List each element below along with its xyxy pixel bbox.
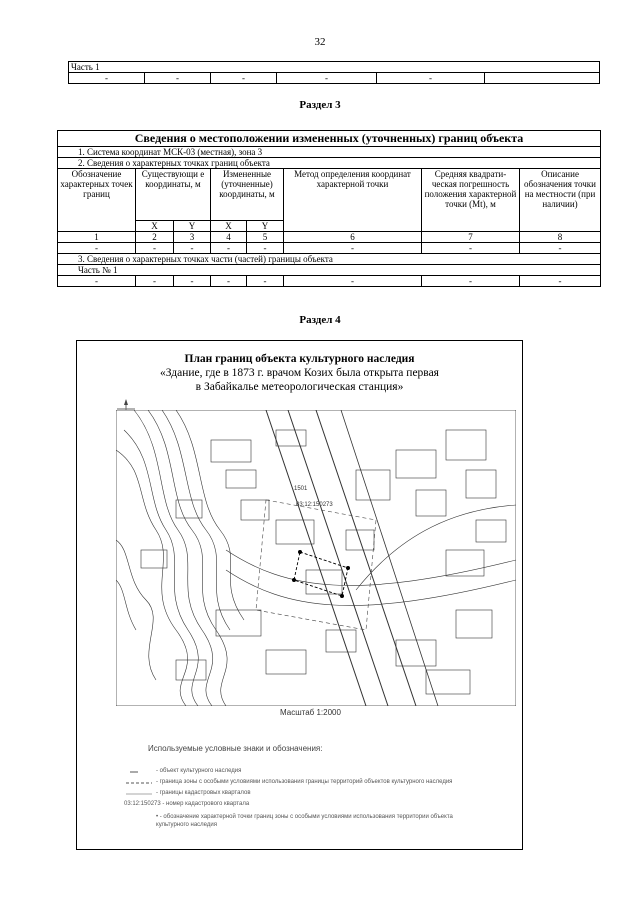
part-label: Часть 1 bbox=[69, 62, 600, 73]
legend-item-zone: - граница зоны с особыми условиями использования границы территорий объектов культурного наследия bbox=[156, 779, 453, 785]
page-number: 32 bbox=[314, 36, 326, 48]
col-number: 5 bbox=[247, 232, 284, 243]
plan-title bbox=[76, 352, 523, 394]
dash-cell: - bbox=[284, 276, 422, 287]
plan-title-line1: План границ объекта культурного наследия bbox=[184, 353, 415, 365]
col-number: 4 bbox=[211, 232, 247, 243]
dash-cell: - bbox=[174, 243, 211, 254]
dash-cell: - bbox=[58, 243, 136, 254]
map-label-parcel: 03:12:150273 bbox=[296, 502, 333, 508]
dash-cell bbox=[485, 73, 600, 84]
dash-cell: - bbox=[422, 243, 520, 254]
coord-system-row: 1. Система координат МСК-03 (местная), зона 3 bbox=[58, 147, 601, 158]
dash-cell: - bbox=[247, 276, 284, 287]
y-label: Y bbox=[247, 221, 284, 232]
col-header-description: Описание обозначения точки на местности (при наличии) bbox=[520, 169, 601, 232]
y-label: Y bbox=[174, 221, 211, 232]
map-label-1: 1501 bbox=[294, 486, 308, 492]
dash-cell: - bbox=[284, 243, 422, 254]
col-number: 7 bbox=[422, 232, 520, 243]
x-label: X bbox=[136, 221, 174, 232]
dash-cell: - bbox=[422, 276, 520, 287]
legend-item-quarter: - границы кадастровых кварталов bbox=[156, 790, 251, 796]
dash-cell: - bbox=[520, 276, 601, 287]
col-header-existing-coords: Существующи е координаты, м bbox=[136, 169, 211, 221]
section3-table bbox=[57, 130, 601, 287]
dash-cell: - bbox=[174, 276, 211, 287]
part1-table bbox=[68, 61, 600, 84]
plan-title-line3: в Забайкалье метеорологическая станция» bbox=[195, 381, 404, 393]
scale-label: Масштаб 1:2000 bbox=[280, 708, 341, 717]
dash-cell: - bbox=[211, 276, 247, 287]
col-header-designation: Обозначение характерных точек границ bbox=[58, 169, 136, 232]
dash-cell: - bbox=[520, 243, 601, 254]
section3-heading: Раздел 3 bbox=[299, 99, 341, 111]
col-number: 6 bbox=[284, 232, 422, 243]
legend-zone-symbol bbox=[124, 779, 154, 787]
col-number: 1 bbox=[58, 232, 136, 243]
legend-object-symbol bbox=[124, 768, 154, 776]
part-label: Часть № 1 bbox=[58, 265, 601, 276]
col-header-method: Метод определения координат характерной точки bbox=[284, 169, 422, 232]
col-header-changed-coords: Измененные (уточненные) координаты, м bbox=[211, 169, 284, 221]
x-label: X bbox=[211, 221, 247, 232]
col-number: 2 bbox=[136, 232, 174, 243]
table-title: Сведения о местоположении измененных (уточненных) границ объекта bbox=[58, 131, 601, 147]
points-header-row: 2. Сведения о характерных точках границ объекта bbox=[58, 158, 601, 169]
dash-cell: - bbox=[211, 73, 277, 84]
section4-heading: Раздел 4 bbox=[299, 314, 341, 326]
legend-item-object: - объект культурного наследия bbox=[156, 768, 242, 774]
col-number: 3 bbox=[174, 232, 211, 243]
cadastral-map bbox=[116, 410, 516, 706]
dash-cell: - bbox=[58, 276, 136, 287]
dash-cell: - bbox=[277, 73, 377, 84]
dash-cell: - bbox=[377, 73, 485, 84]
dash-cell: - bbox=[247, 243, 284, 254]
dash-cell: - bbox=[69, 73, 145, 84]
legend-item-quarter-number: 03:12:150273 - номер кадастрового квартала bbox=[124, 801, 250, 807]
legend-quarter-symbol bbox=[124, 790, 154, 798]
legend-item-point: • - обозначение характерной точки границ зоны с особыми условиями использования территории объекта культурного наследия bbox=[156, 814, 453, 828]
legend-title: Используемые условные знаки и обозначения: bbox=[148, 744, 323, 753]
dash-cell: - bbox=[145, 73, 211, 84]
dash-cell: - bbox=[211, 243, 247, 254]
dash-cell: - bbox=[136, 276, 174, 287]
dash-cell: - bbox=[136, 243, 174, 254]
col-number: 8 bbox=[520, 232, 601, 243]
part-points-row: 3. Сведения о характерных точках части (частей) границы объекта bbox=[58, 254, 601, 265]
plan-title-line2: «Здание, где в 1873 г. врачом Козих была открыта первая bbox=[160, 367, 439, 379]
col-header-error: Средняя квадрати-ческая погрешность положения характерной точки (Mt), м bbox=[422, 169, 520, 232]
